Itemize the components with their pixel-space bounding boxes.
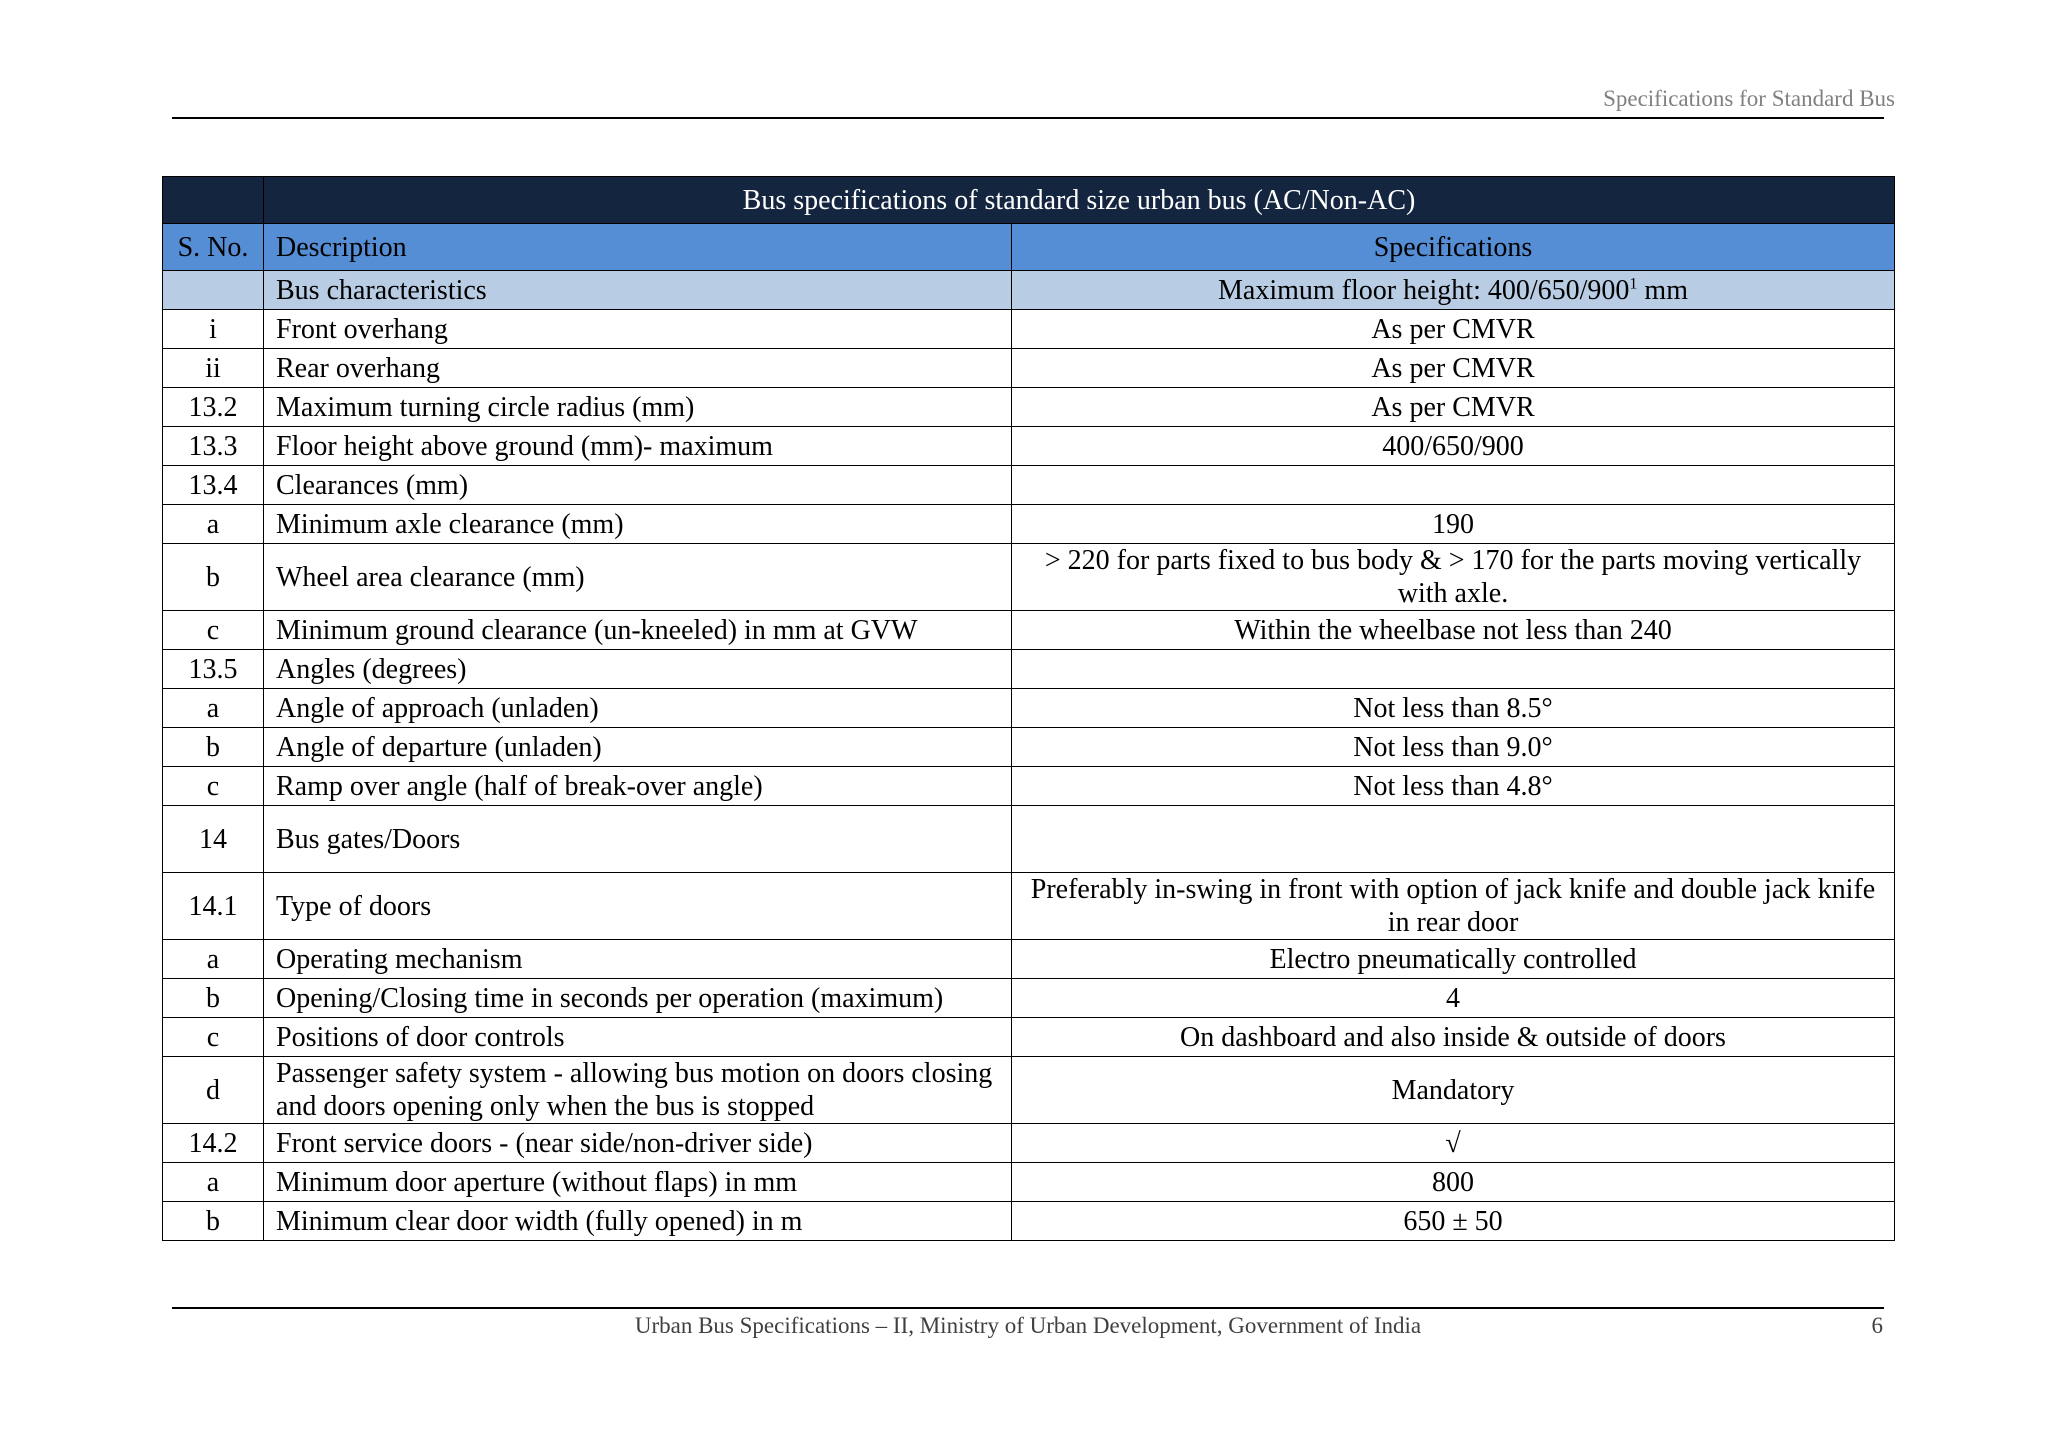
row-spec xyxy=(1012,650,1895,689)
table-row xyxy=(163,466,1895,505)
row-sno: 13.5 xyxy=(163,650,264,689)
table-row xyxy=(163,873,1895,940)
subheader-sno xyxy=(163,271,264,310)
table-title-row xyxy=(163,177,1895,224)
table-row xyxy=(163,728,1895,767)
title-empty-cell xyxy=(163,177,264,224)
row-sno: 14.1 xyxy=(163,873,264,940)
table-row xyxy=(163,1163,1895,1202)
footer-text: Urban Bus Specifications – II, Ministry of Urban Development, Government of India xyxy=(634,1313,1422,1338)
row-sno: a xyxy=(163,1163,264,1202)
table-row xyxy=(163,1018,1895,1057)
row-spec: Not less than 4.8° xyxy=(1012,767,1895,806)
row-sno: b xyxy=(163,1202,264,1241)
row-sno: 14 xyxy=(163,806,264,873)
row-description: Positions of door controls xyxy=(264,1018,1012,1057)
row-sno: a xyxy=(163,689,264,728)
row-sno: d xyxy=(163,1057,264,1124)
running-header: Specifications for Standard Bus xyxy=(1603,86,1895,111)
row-spec xyxy=(1012,466,1895,505)
table-row xyxy=(163,1202,1895,1241)
row-spec: As per CMVR xyxy=(1012,310,1895,349)
row-spec: 400/650/900 xyxy=(1012,427,1895,466)
row-description: Rear overhang xyxy=(264,349,1012,388)
row-spec: √ xyxy=(1012,1124,1895,1163)
row-description: Angle of approach (unladen) xyxy=(264,689,1012,728)
row-spec: Not less than 9.0° xyxy=(1012,728,1895,767)
subheader-spec-text: Maximum floor height: 400/650/900 xyxy=(1218,274,1630,306)
row-description: Maximum turning circle radius (mm) xyxy=(264,388,1012,427)
row-sno: b xyxy=(163,979,264,1018)
row-spec: As per CMVR xyxy=(1012,349,1895,388)
row-description: Ramp over angle (half of break-over angle) xyxy=(264,767,1012,806)
row-description: Passenger safety system - allowing bus motion on doors closing and doors opening only when the bus is stopped xyxy=(264,1057,1012,1124)
table-row xyxy=(163,689,1895,728)
row-spec: Electro pneumatically controlled xyxy=(1012,940,1895,979)
row-description: Minimum axle clearance (mm) xyxy=(264,505,1012,544)
row-description: Floor height above ground (mm)- maximum xyxy=(264,427,1012,466)
row-sno: a xyxy=(163,505,264,544)
row-sno: a xyxy=(163,940,264,979)
row-spec: 190 xyxy=(1012,505,1895,544)
row-spec: 800 xyxy=(1012,1163,1895,1202)
row-spec: > 220 for parts fixed to bus body & > 170 for the parts moving vertically with axle. xyxy=(1012,544,1895,611)
row-description: Minimum ground clearance (un-kneeled) in mm at GVW xyxy=(264,611,1012,650)
row-sno: c xyxy=(163,611,264,650)
row-description: Bus gates/Doors xyxy=(264,806,1012,873)
subheader-description: Bus characteristics xyxy=(264,271,1012,310)
table-row xyxy=(163,1124,1895,1163)
table-row xyxy=(163,940,1895,979)
row-description: Wheel area clearance (mm) xyxy=(264,544,1012,611)
table-row xyxy=(163,650,1895,689)
column-header-specifications: Specifications xyxy=(1012,224,1895,271)
row-description: Operating mechanism xyxy=(264,940,1012,979)
row-description: Angles (degrees) xyxy=(264,650,1012,689)
row-sno: c xyxy=(163,767,264,806)
row-description: Clearances (mm) xyxy=(264,466,1012,505)
footnote-marker: 1 xyxy=(1629,275,1638,293)
row-sno: 13.2 xyxy=(163,388,264,427)
row-sno: i xyxy=(163,310,264,349)
footer-rule xyxy=(172,1307,1884,1309)
table-row xyxy=(163,806,1895,873)
table-row xyxy=(163,979,1895,1018)
row-sno: 14.2 xyxy=(163,1124,264,1163)
row-description: Angle of departure (unladen) xyxy=(264,728,1012,767)
row-description: Front service doors - (near side/non-driver side) xyxy=(264,1124,1012,1163)
row-spec: 4 xyxy=(1012,979,1895,1018)
table-title: Bus specifications of standard size urban bus (AC/Non-AC) xyxy=(264,177,1895,224)
table-row xyxy=(163,349,1895,388)
row-spec: As per CMVR xyxy=(1012,388,1895,427)
row-description: Opening/Closing time in seconds per operation (maximum) xyxy=(264,979,1012,1018)
row-sno: c xyxy=(163,1018,264,1057)
table-row xyxy=(163,388,1895,427)
table-subheader-row xyxy=(163,271,1895,310)
table-row xyxy=(163,310,1895,349)
row-spec: Preferably in-swing in front with option of jack knife and double jack knife in rear door xyxy=(1012,873,1895,940)
table-row xyxy=(163,611,1895,650)
row-spec: Within the wheelbase not less than 240 xyxy=(1012,611,1895,650)
subheader-spec-unit: mm xyxy=(1637,274,1688,306)
row-sno: b xyxy=(163,544,264,611)
table-row xyxy=(163,1057,1895,1124)
table-row xyxy=(163,505,1895,544)
row-spec: Mandatory xyxy=(1012,1057,1895,1124)
table-row xyxy=(163,427,1895,466)
row-spec xyxy=(1012,806,1895,873)
row-sno: ii xyxy=(163,349,264,388)
page-number: 6 xyxy=(1871,1313,1883,1338)
table-row xyxy=(163,767,1895,806)
subheader-spec xyxy=(1012,271,1895,310)
row-sno: 13.4 xyxy=(163,466,264,505)
table-row xyxy=(163,544,1895,611)
row-sno: 13.3 xyxy=(163,427,264,466)
header-rule xyxy=(172,117,1884,119)
column-header-sno: S. No. xyxy=(163,224,264,271)
bus-spec-table xyxy=(162,176,1895,1241)
row-description: Type of doors xyxy=(264,873,1012,940)
row-description: Minimum clear door width (fully opened) in m xyxy=(264,1202,1012,1241)
row-spec: On dashboard and also inside & outside of doors xyxy=(1012,1018,1895,1057)
table-header-row xyxy=(163,224,1895,271)
row-description: Front overhang xyxy=(264,310,1012,349)
row-description: Minimum door aperture (without flaps) in mm xyxy=(264,1163,1012,1202)
column-header-description: Description xyxy=(264,224,1012,271)
row-sno: b xyxy=(163,728,264,767)
row-spec: Not less than 8.5° xyxy=(1012,689,1895,728)
row-spec: 650 ± 50 xyxy=(1012,1202,1895,1241)
